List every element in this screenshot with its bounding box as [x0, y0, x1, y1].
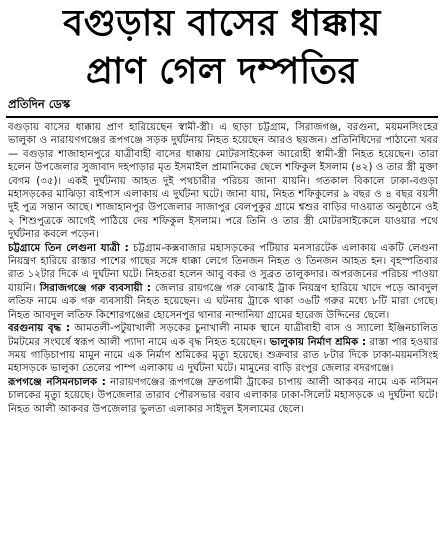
paragraph-text: আমতলী-পটুয়াখালী সড়কের চুনাখালী নামক স্থানে যাত্রীবাহী বাস ও স্যালো ইঞ্জিনচালিত টমটমের সংঘর্ষে স্বরূপ আলী প্যাদা নামে এক বৃদ্ধ নিহত হয়েছেন।	[8, 323, 438, 348]
byline: প্রতিদিন ডেস্ক	[8, 97, 71, 111]
article-body	[8, 121, 438, 545]
subhead-sirajganj: সিরাজগঞ্জে গরু ব্যবসায়ী :	[35, 282, 151, 294]
paragraph-intro	[8, 121, 438, 242]
subhead-chattogram: চট্টগ্রামে তিন লেগুনা যাত্রী :	[8, 242, 129, 254]
paragraph-text: চট্টগ্রাম-কক্সবাজার মহাসড়কের পটিয়ার মনসারটেক এলাকায় একটি লেগুনা নিয়ন্ত্রণ হারিয়ে রাস্তার পাশের গাছের সঙ্গে ধাক্কা লেগে তিনজন নিহত ও তিনজন আহত হন। বৃহস্পতিবার রাত ১২টার দিকে এ দুর্ঘটনা ঘটে। নিহতরা হলেন আবু বকর ও সুব্রত তালুকদার। অপরজনের পরিচয় পাওয়া যায়নি।	[8, 242, 438, 294]
headline-line-1: বগুড়ায় বাসের ধাক্কায়	[63, 3, 381, 44]
divider	[6, 116, 438, 118]
headline-line-2: প্রাণ গেল দম্পতির	[86, 51, 358, 92]
subhead-rupganj: রূপগঞ্জে নসিমনচালক :	[8, 376, 106, 388]
paragraph-text: বগুড়ায় বাসের ধাক্কায় প্রাণ হারিয়েছেন স্বামী-স্ত্রী। এ ছাড়া চট্টগ্রাম, সিরাজগঞ্জ, বরগুনা, ময়মনসিংহের ভালুকা ও নারায়ণগঞ্জের রূপগঞ্জে সড়ক দুর্ঘটনায় নিহত হয়েছেন আরও ছয়জন। প্রতিনিধিদের পাঠানো খবর— বগুড়ার শাজাহানপুরে যাত্রীবাহী বাসের ধাক্কায় মোটরসাইকেল আরোহী স্বামী-স্ত্রী নিহত হয়েছেন। তারা হলেন উপজেলার সুজাবাদ দহপাড়ার মৃত ইসমাইল প্রামানিকের ছেলে শফিকুল ইসলাম (৪২) ও তার স্ত্রী মুক্তা বেগম (৩৫)। একই দুর্ঘটনায় আহত দুই পথচারীর পরিচয় জানা যায়নি। গতকাল বিকালে ঢাকা-বগুড়া মহাসড়কের মাঝিড়া বাইপাস এলাকায় এ দুর্ঘটনা ঘটে। জানা যায়, নিহত শফিকুলের ৯ বছর ও ৪ বছর বয়সী দুই পুত্র সন্তান আছে। শাজাহানপুর উপজেলার সাজাপুর বেলপুকুর গ্রামে শ্বশুর বাড়ির দাওয়াত অনুষ্ঠানে ওই ২ শিশুপুত্রকে আগেই পাঠিয়ে দেয় শফিকুল ইসলাম। পরে তিনি ও তার স্ত্রী মোটরসাইকেলে যাওয়ার পথে দুর্ঘটনার কবলে পড়েন।	[8, 122, 438, 241]
paragraph-rupganj	[8, 376, 438, 416]
subhead-bhaluka: ভালুকায় নির্মাণ শ্রমিক :	[266, 336, 367, 348]
paragraph-chattogram-sirajganj	[8, 242, 438, 322]
paragraph-text: রাস্তা পার হওয়ার সময় গাড়িচাপায় মামুন নামে এক নির্মাণ শ্রমিকের মৃত্যু হয়েছে। শুক্রবার রাত ৮টার দিকে ঢাকা-ময়মনসিংহ মহাসড়কে ভালুকা তেলের পাম্প এলাকায় এ দুর্ঘটনা ঘটে। মামুনের বাড়ি রংপুর জেলার বদরগঞ্জে।	[8, 336, 438, 375]
paragraph-text: নারায়ণগঞ্জের রূপগঞ্জে দ্রুতগামী ট্রাকের চাপায় আলী আকবর নামে এক নসিমন চালকের মৃত্যু হয়েছে। উপজেলার তারাব পৌরসভার বরাব এলাকার ঢাকা-সিলেট মহাসড়কে এ দুর্ঘটনা ঘটে। নিহত আলী আকবর উপজেলার ভুলতা এলাকার সাইদুল ইসলামের ছেলে।	[8, 376, 438, 415]
paragraph-text: জেলার রায়গঞ্জে গরু বোঝাই ট্রাক নিয়ন্ত্রণ হারিয়ে খাদে পড়ে আবদুল লতিফ নামে এক গরু ব্যবসায়ী নিহত হয়েছেন। এ ঘটনায় ট্রাকে থাকা ৩৬টি গরুর মধ্যে ৮টি মারা গেছে। নিহত আবদুল লতিফ কিশোরগঞ্জের হোসেনপুর থানার নান্দানিয়া গ্রামের হারেজ উদ্দিনের ছেলে।	[8, 282, 438, 321]
subhead-barguna: বরগুনায় বৃদ্ধ :	[8, 323, 70, 335]
paragraph-barguna-bhaluka	[8, 322, 438, 376]
